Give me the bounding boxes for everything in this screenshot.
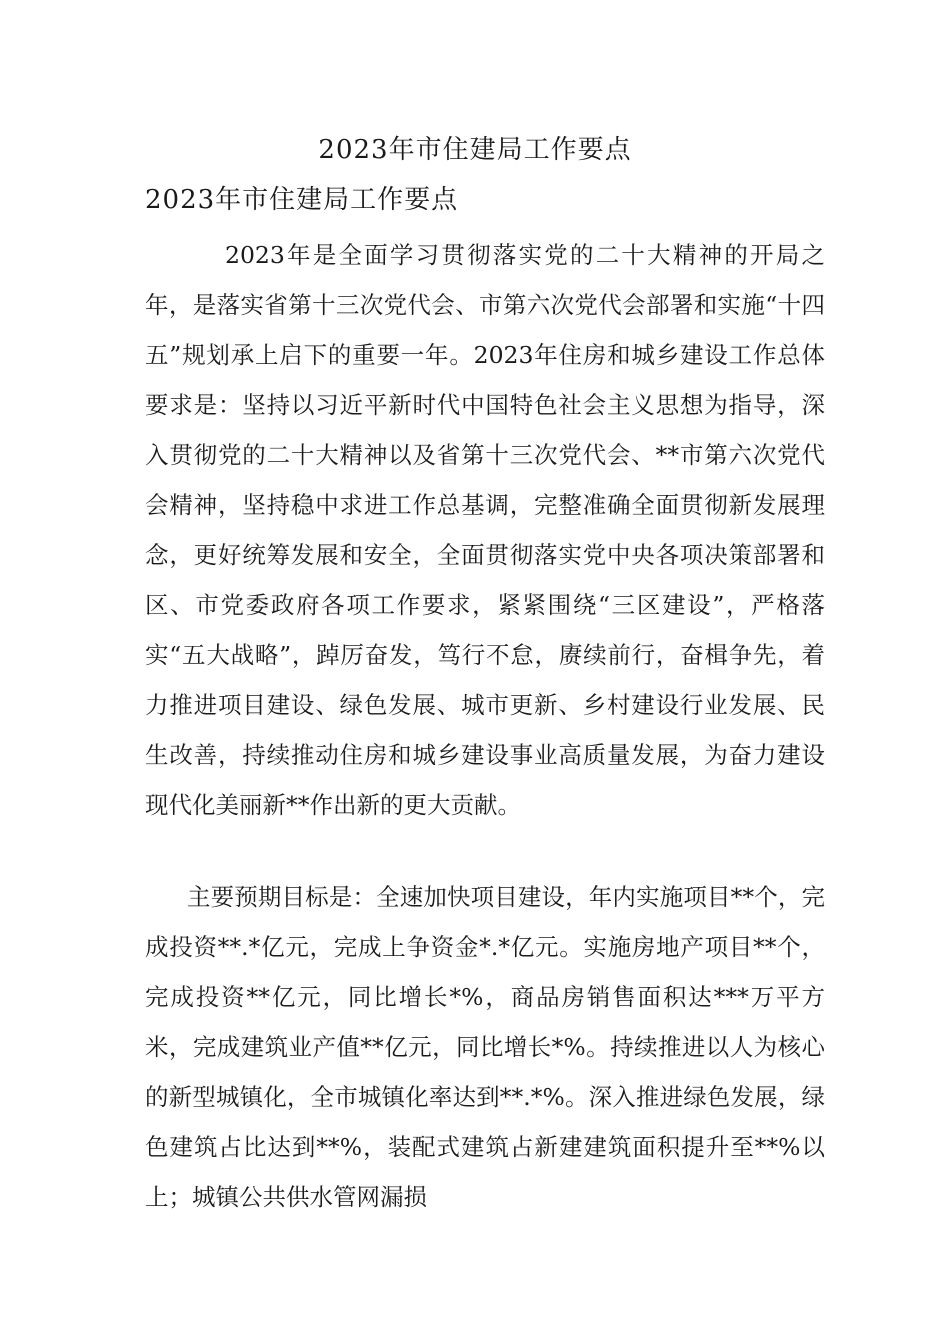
document-title: 2023年市住建局工作要点: [318, 135, 632, 165]
paragraph-overview: 2023年是全面学习贯彻落实党的二十大精神的开局之年，是落实省第十三次党代会、市第六次党代会部署和实施“十四五”规划承上启下的重要一年。2023年住房和城乡建设工作总体要求是：坚持以习近平新时代中国特色社会主义思想为指导，深入贯彻党的二十大精神以及省第十三次党代会、**市第六次党代会精神，坚持稳中求进工作总基调，完整准确全面贯彻新发展理念，更好统筹发展和安全，全面贯彻落实党中央各项决策部署和区、市党委政府各项工作要求，紧紧围绕“三区建设”，严格落实“五大战略”，踔厉奋发，笃行不怠，赓续前行，奋楫争先，着力推进项目建设、绿色发展、城市更新、乡村建设行业发展、民生改善，持续推动住房和城乡建设事业高质量发展，为奋力建设现代化美丽新**作出新的更大贡献。: [145, 241, 825, 819]
paragraph-targets: 主要预期目标是：全速加快项目建设，年内实施项目**个，完成投资**.*亿元，完成上争资金*.*亿元。实施房地产项目**个，完成投资**亿元，同比增长*%，商品房销售面积达***万平方米，完成建筑业产值**亿元，同比增长*%。持续推进以人为核心的新型城镇化，全市城镇化率达到**.*%。深入推进绿色发展，绿色建筑占比达到**%，装配式建筑占新建建筑面积提升至**%以上；城镇公共供水管网漏损: [145, 883, 825, 1211]
document-subtitle: 2023年市住建局工作要点: [145, 185, 459, 215]
